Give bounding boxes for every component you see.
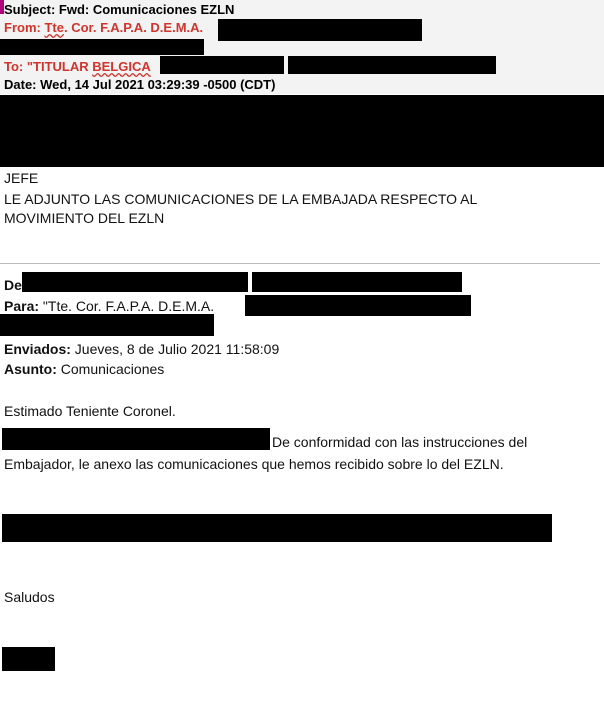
redaction-block — [0, 95, 604, 167]
subject-label: Subject: — [4, 2, 56, 17]
redaction-block — [2, 428, 270, 450]
message-line: MOVIMIENTO DEL EZLN — [4, 210, 165, 226]
subject-value: Fwd: Comunicaciones EZLN — [58, 2, 235, 17]
from-value-post: . Cor. F.A.P.A. D.E.M.A. — [63, 20, 204, 35]
closing: Saludos — [4, 589, 55, 605]
redaction-block — [0, 39, 204, 55]
de-label: De — [4, 277, 22, 293]
redaction-block — [2, 514, 552, 542]
redaction-block — [0, 314, 214, 336]
divider — [0, 263, 600, 264]
enviados-line — [4, 339, 279, 359]
message-line: LE ADJUNTO LAS COMUNICACIONES DE LA EMBAJADA RESPECTO AL — [4, 191, 478, 207]
asunto-line — [4, 359, 164, 379]
to-value-pre: "TITULAR — [26, 59, 93, 74]
to-value-post: BELGICA — [92, 59, 151, 74]
enviados-value: Jueves, 8 de Julio 2021 11:58:09 — [74, 341, 280, 357]
redaction-block — [22, 272, 248, 292]
paragraph-line: Embajador, le anexo las comunicaciones que hemos recibido sobre lo del EZLN. — [4, 456, 504, 472]
to-line — [4, 59, 151, 75]
redaction-block — [252, 272, 462, 292]
greeting: Estimado Teniente Coronel. — [4, 403, 176, 419]
from-line — [4, 20, 203, 36]
enviados-label: Enviados: — [4, 341, 71, 357]
redaction-block — [218, 19, 422, 41]
to-label: To: — [4, 59, 24, 74]
redaction-block — [245, 295, 471, 316]
message-line: JEFE — [4, 170, 39, 186]
paragraph-line: De conformidad con las instrucciones del — [272, 434, 528, 450]
from-label: From: — [4, 20, 41, 35]
date-value: Wed, 14 Jul 2021 03:29:39 -0500 (CDT) — [40, 77, 276, 92]
para-value: "Tte. Cor. F.A.P.A. D.E.M.A. — [42, 298, 215, 314]
para-label: Para: — [4, 298, 40, 314]
para-line — [4, 296, 214, 316]
subject-line — [4, 2, 234, 18]
from-value-pre: Tte — [44, 20, 64, 35]
date-label: Date: — [4, 77, 37, 92]
redaction-block — [160, 56, 284, 74]
redaction-block — [2, 647, 55, 671]
date-line — [4, 77, 275, 93]
de-line — [4, 275, 22, 295]
asunto-value: Comunicaciones — [60, 361, 165, 377]
redaction-block — [288, 56, 496, 74]
asunto-label: Asunto: — [4, 361, 57, 377]
